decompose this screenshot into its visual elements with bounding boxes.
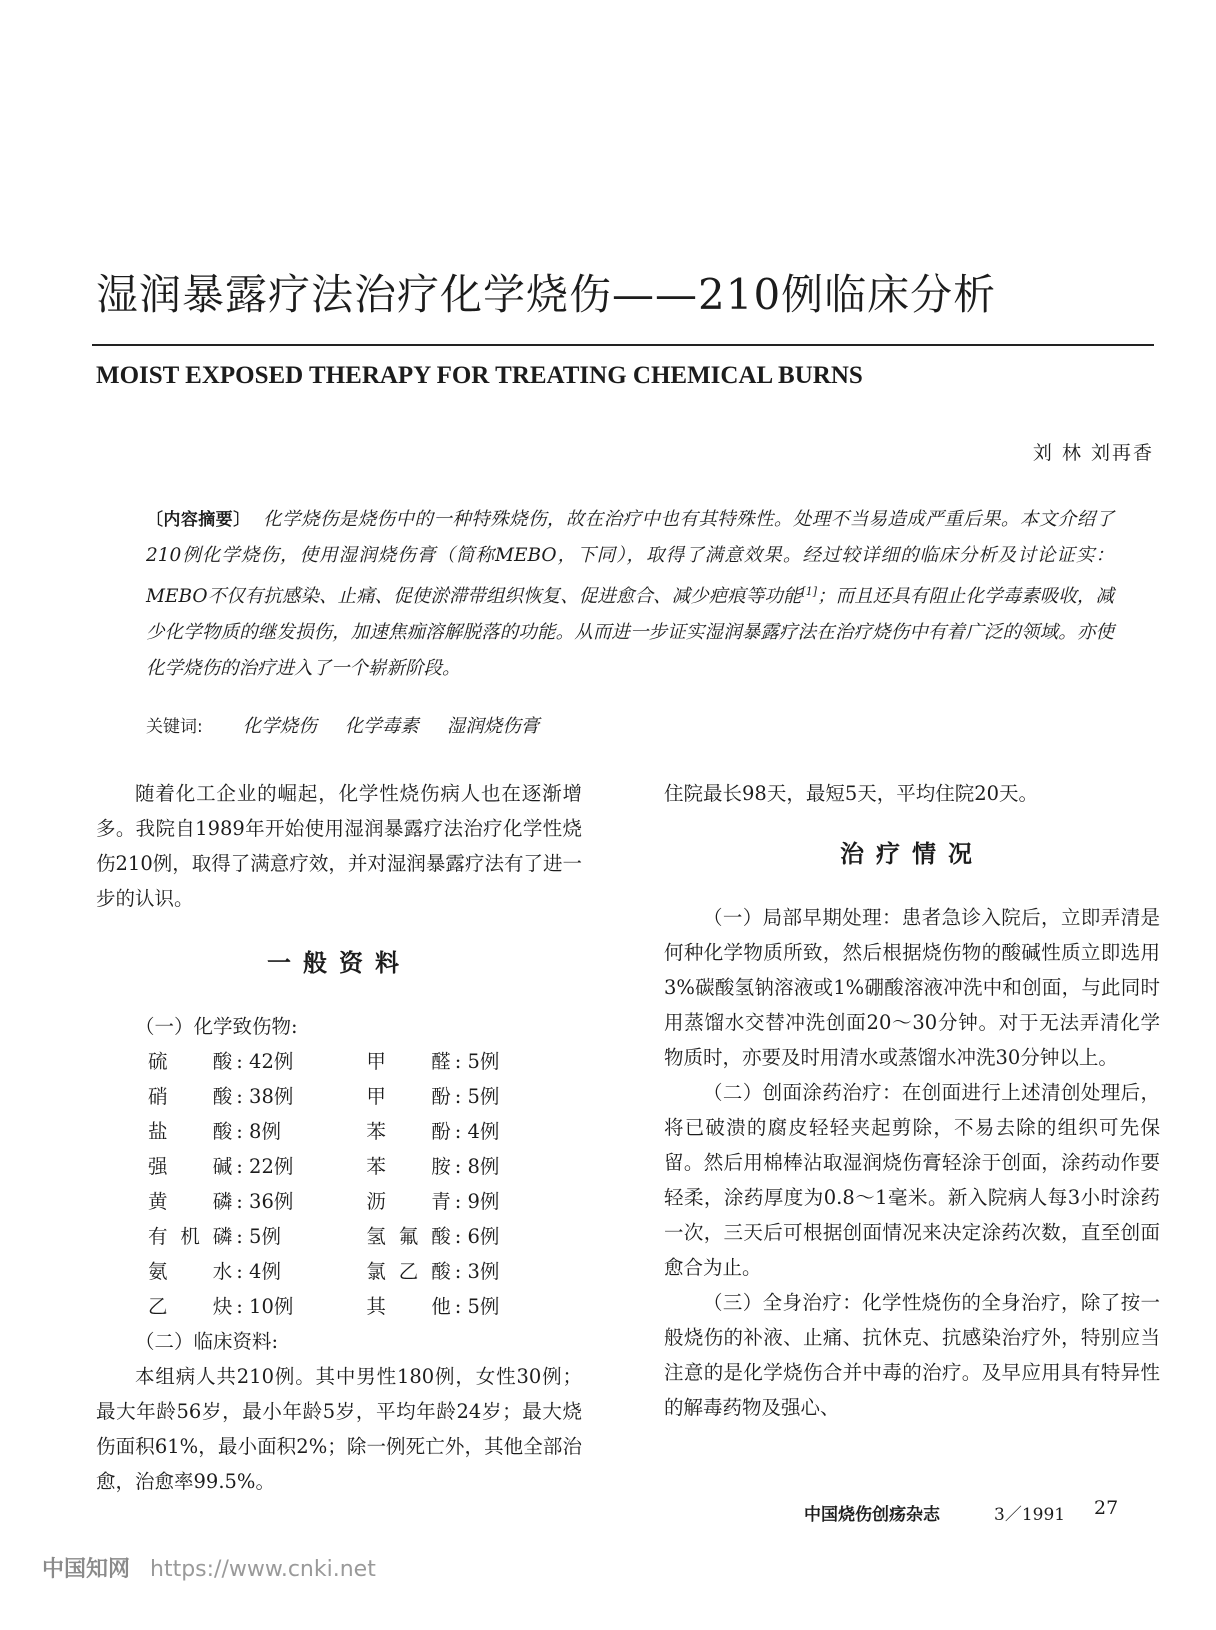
agent-name: 苯酚 [366,1120,451,1143]
keywords [146,712,567,738]
agents-row [148,1079,582,1114]
agent-count: : 5例 [454,1295,500,1318]
watermark-url[interactable]: https://www.cnki.net [150,1557,376,1582]
abstract-label: 〔内容摘要〕 [146,510,251,530]
cnki-logo: 中国知网 [42,1557,131,1582]
agents-row [148,1219,582,1254]
treatment-paragraph-3: （三）全身治疗：化学性烧伤的全身治疗，除了按一般烧伤的补液、止痛、抗休克、抗感染治疗外，特别应当注意的是化学烧伤合并中毒的治疗。及早应用具有特异性的解毒药物及强心、 [664,1291,1160,1419]
agent-name: 氨水 [148,1260,233,1283]
left-column [96,776,582,1499]
agents-row [148,1149,582,1184]
agent-count: : 3例 [454,1260,500,1283]
agent-count: : 4例 [454,1120,500,1143]
agent-count: : 5例 [236,1225,281,1248]
agent-count: : 4例 [236,1260,281,1283]
agent-count: : 5例 [454,1085,500,1108]
agent-name: 甲醛 [366,1050,451,1073]
agent-name: 盐酸 [148,1120,233,1143]
right-column [664,776,1160,1425]
agent-count: : 22例 [236,1155,294,1178]
agent-name: 有机磷 [148,1225,233,1248]
agent-name: 苯胺 [366,1155,451,1178]
agent-count: : 8例 [236,1120,281,1143]
agent-name: 黄磷 [148,1190,233,1213]
agents-label: （一）化学致伤物: [135,1015,298,1038]
title-rule [92,344,1154,346]
watermark [42,1552,376,1583]
hospital-stay-text: 住院最长98天，最短5天，平均住院20天。 [664,782,1039,805]
treatment-paragraph-1: （一）局部早期处理：患者急诊入院后，立即弄清是何种化学物质所致，然后根据烧伤物的酸碱性质立即选用3%碳酸氢钠溶液或1%硼酸溶液冲洗中和创面，与此同时用蒸馏水交替冲洗创面20～30分钟。对于无法弄清化学物质时，亦要及时用清水或蒸馏水冲洗30分钟以上。 [664,906,1160,1069]
english-title: MOIST EXPOSED THERAPY FOR TREATING CHEMICAL BURNS [96,362,863,389]
agents-row [148,1114,582,1149]
agents-row [148,1184,582,1219]
agent-count: : 8例 [454,1155,500,1178]
agent-count: : 6例 [454,1225,500,1248]
clinical-label: （二）临床资料: [135,1330,279,1353]
footer-issue: 3／1991 [994,1505,1066,1525]
keyword: 化学毒素 [344,716,419,737]
section-heading-general: 一般资料 [267,949,411,977]
authors: 刘 林 刘再香 [1032,442,1154,464]
agent-name: 氢氟酸 [366,1225,451,1248]
agent-count: : 10例 [236,1295,294,1318]
agent-name: 沥青 [366,1190,451,1213]
agent-name: 甲酚 [366,1085,451,1108]
agent-name: 硫酸 [148,1050,233,1073]
keyword: 湿润烧伤膏 [446,716,540,737]
abstract-text: 化学烧伤是烧伤中的一种特殊烧伤，故在治疗中也有其特殊性。处理不当易造成严重后果。本文介绍了210例化学烧伤，使用湿润烧伤膏（简称MEBO，下同），取得了满意效果。经过较详细的临床分析及讨论证实：MEBO不仅有抗感染、止痛、促使淤滞带组织恢复、促进愈合、减少疤痕等功能 [146,509,1115,608]
agent-count: : 9例 [454,1190,500,1213]
footer-page-number: 27 [1094,1497,1119,1519]
agent-name: 硝酸 [148,1085,233,1108]
section-heading-treatment: 治疗情况 [840,840,984,868]
agent-count: : 38例 [236,1085,294,1108]
agent-count: : 36例 [236,1190,294,1213]
paper-title: 湿润暴露疗法治疗化学烧伤——210例临床分析 [96,270,997,319]
agent-count: : 42例 [236,1050,294,1073]
keyword: 化学烧伤 [242,716,317,737]
footer-journal: 中国烧伤创疡杂志 [804,1505,940,1525]
agents-row [148,1044,582,1079]
abstract [146,502,1114,687]
treatment-paragraph-2: （二）创面涂药治疗：在创面进行上述清创处理后，将已破溃的腐皮轻轻夹起剪除，不易去除的组织可先保留。然后用棉棒沾取湿润烧伤膏轻涂于创面，涂药动作要轻柔，涂药厚度为0.8～1毫米。新入院病人每3小时涂药一次，三天后可根据创面情况来决定涂药次数，直至创面愈合为止。 [664,1081,1160,1279]
agent-name: 其他 [366,1295,451,1318]
agents-table [148,1044,582,1324]
abstract-ref: [1] [801,585,818,598]
agent-name: 强碱 [148,1155,233,1178]
keywords-label: 关键词: [146,717,203,737]
clinical-paragraph: 本组病人共210例。其中男性180例，女性30例；最大年龄56岁，最小年龄5岁，平均年龄24岁；最大烧伤面积61%，最小面积2%；除一例死亡外，其他全部治愈，治愈率99.5%。 [96,1365,582,1493]
agents-row [148,1289,582,1324]
agent-name: 乙炔 [148,1295,233,1318]
agents-row [148,1254,582,1289]
agent-name: 氯乙酸 [366,1260,451,1283]
agent-count: : 5例 [454,1050,500,1073]
intro-paragraph: 随着化工企业的崛起，化学性烧伤病人也在逐渐增多。我院自1989年开始使用湿润暴露疗法治疗化学性烧伤210例，取得了满意疗效，并对湿润暴露疗法有了进一步的认识。 [96,782,582,910]
abstract-text-continued: ；而且还具有阻止化学毒素吸收，减少化学物质的继发损伤，加速焦痂溶解脱落的功能。从而进一步证实湿润暴露疗法在治疗烧伤中有着广泛的领域。亦使化学烧伤的治疗进入了一个崭新阶段。 [146,586,1114,680]
